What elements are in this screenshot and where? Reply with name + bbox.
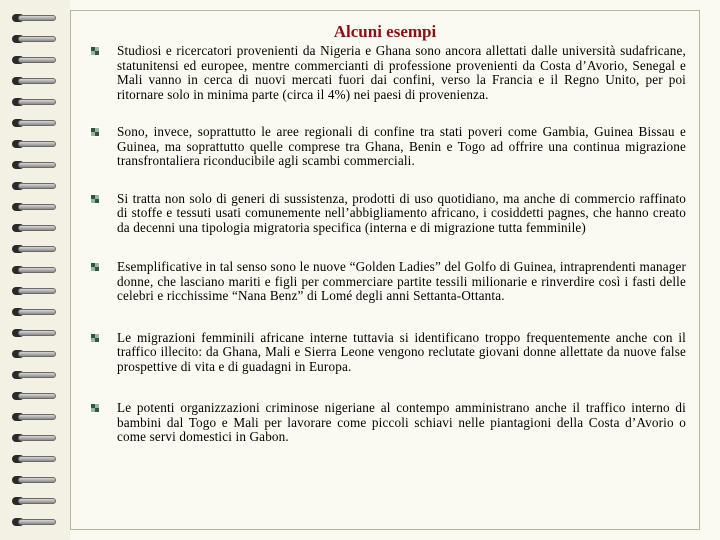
binding-ring (12, 287, 56, 295)
binding-ring (12, 518, 56, 526)
binding-ring (12, 245, 56, 253)
binding-coil (18, 15, 56, 21)
binding-coil (18, 246, 56, 252)
binding-ring (12, 308, 56, 316)
square-bullet-icon (90, 333, 100, 343)
binding-coil (18, 267, 56, 273)
binding-coil (18, 183, 56, 189)
binding-coil (18, 498, 56, 504)
binding-coil (18, 414, 56, 420)
binding-coil (18, 225, 56, 231)
bullet-text: Le migrazioni femminili africane interne tuttavia si identificano troppo frequentemente anche con il traffico illecito: da Ghana, Mali e Sierra Leone vengono reclutate giovani donne allettate da nuove false prospettive di vita e di guadagni in Europa. (117, 329, 686, 374)
bullet-text: Sono, invece, soprattutto le aree regionali di confine tra stati poveri come Gambia, Guinea Bissau e Guinea, ma soprattutto quelle comprese tra Ghana, Benin e Togo ad offrire una continua migrazione transfrontaliera riconducibile agli scambi commerciali. (117, 124, 686, 168)
bullet-text: Studiosi e ricercatori provenienti da Nigeria e Ghana sono ancora allettati dalle università sudafricane, statunitensi ed europee, mentre commercianti di professione provenienti da Costa d’Avorio, Senegal e Mali vanno in cerca di nuovi mercati fuori dai confini, verso la Francia e il Regno Unito, per poi ritornare solo in minima parte (circa il 4%) nei paesi di provenienza. (117, 43, 686, 102)
binding-ring (12, 350, 56, 358)
binding-coil (18, 57, 56, 63)
binding-ring (12, 476, 56, 484)
binding-coil (18, 435, 56, 441)
binding-coil (18, 372, 56, 378)
slide-title: Alcuni esempi (333, 22, 437, 41)
binding-ring (12, 434, 56, 442)
binding-ring (12, 119, 56, 127)
binding-ring (12, 413, 56, 421)
binding-coil (18, 141, 56, 147)
bullet-item (90, 260, 686, 304)
binding-ring (12, 77, 56, 85)
binding-ring (12, 266, 56, 274)
binding-coil (18, 78, 56, 84)
bullet-text: Si tratta non solo di generi di sussistenza, prodotti di uso quotidiano, ma anche di commercio raffinato di stoffe e tessuti usati comunemente nell’abbigliamento africano, i cosiddetti pagnes, che hanno creato da decenni una tipologia migratoria specifica (interna e di migrazione tutta femminile) (117, 190, 686, 235)
binding-ring (12, 140, 56, 148)
binding-coil (18, 456, 56, 462)
binding-ring (12, 161, 56, 169)
binding-ring (12, 497, 56, 505)
binding-ring (12, 329, 56, 337)
square-bullet-icon (90, 194, 100, 204)
binding-coil (18, 36, 56, 42)
square-bullet-icon (90, 403, 100, 413)
binding-ring (12, 98, 56, 106)
binding-ring (12, 203, 56, 211)
bullet-item (90, 192, 686, 236)
bullet-text: Esemplificative in tal senso sono le nuove “Golden Ladies” del Golfo di Guinea, intraprendenti manager donne, che lasciano mariti e figli per commerciare partite tessili milionarie e rinverdire così i fasti delle celebri e ricchissime “Nana Benz” di Lomé degli anni Settanta-Ottanta. (117, 259, 686, 303)
bullet-item (90, 401, 686, 445)
binding-ring (12, 56, 56, 64)
binding-coil (18, 330, 56, 336)
binding-coil (18, 120, 56, 126)
binding-coil (18, 288, 56, 294)
binding-ring (12, 14, 56, 22)
square-bullet-icon (90, 262, 100, 272)
binding-ring (12, 224, 56, 232)
spiral-binding (0, 0, 70, 540)
binding-ring (12, 35, 56, 43)
bullet-item (90, 125, 686, 169)
square-bullet-icon (90, 127, 100, 137)
square-bullet-icon (90, 46, 100, 56)
binding-coil (18, 519, 56, 525)
binding-ring (12, 392, 56, 400)
bullet-list (90, 44, 686, 445)
bullet-item (90, 44, 686, 102)
bullet-text: Le potenti organizzazioni criminose nigeriane al contempo amministrano anche il traffico interno di bambini dal Togo e Mali per lavorare come piccoli schiavi nelle piantagioni della Costa d’Avorio o come servi domestici in Gabon. (117, 400, 686, 444)
binding-coil (18, 393, 56, 399)
bullet-item (90, 331, 686, 375)
binding-coil (18, 99, 56, 105)
binding-coil (18, 309, 56, 315)
binding-ring (12, 371, 56, 379)
binding-coil (18, 477, 56, 483)
binding-coil (18, 204, 56, 210)
binding-coil (18, 351, 56, 357)
binding-coil (18, 162, 56, 168)
binding-ring (12, 455, 56, 463)
binding-ring (12, 182, 56, 190)
